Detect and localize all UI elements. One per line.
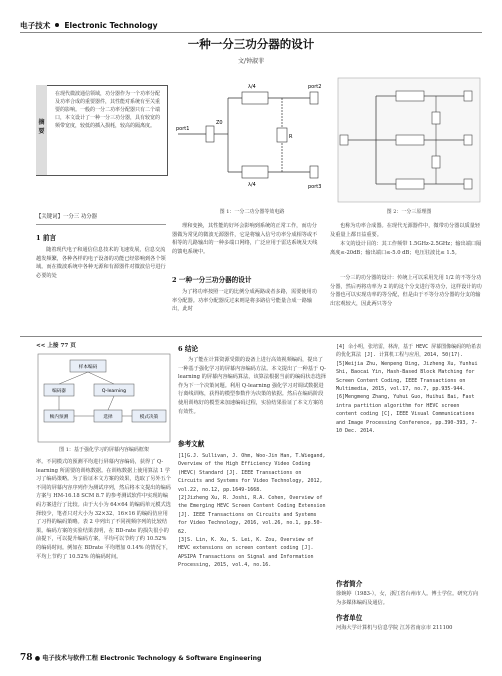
section-divider bbox=[20, 336, 482, 337]
footer-text: ● 电子技术与软件工程 Electronic Technology & Software Engineering bbox=[34, 655, 262, 662]
journal-header bbox=[20, 20, 158, 31]
node-label-4: 选择 bbox=[103, 415, 113, 420]
header-label-en: Electronic Technology bbox=[64, 21, 158, 30]
article-author: 文/钟淑菲 bbox=[237, 58, 265, 65]
refs-heading: 参考文献 bbox=[178, 440, 205, 448]
keywords: 【关键词】一分三 功分器 bbox=[36, 214, 98, 220]
bio-text: 徐婉婷（1983-），女，浙江省台州市人。博士学位。研究方向为多媒体编码及通信。 bbox=[336, 591, 479, 606]
conclusion-text: 为了能在计算资源受限的设备上进行高效视频编码，提出了一种基于强化学习的屏幕内容编码方法。本文提出了一种基于 Q-learning 的屏幕内容编码算法，该算法根据当前的编码状态选择作为下一个决策问题。利用 Q-learning 强化学习对调试数据进行离线训练，获得的模型参数作为决策的依据。然后在编码阶段使用训练好的模型来加速编码过程，实验结果验证了本文方案的有效性。 bbox=[178, 357, 327, 415]
header-label-cn: 电子技术 bbox=[20, 21, 51, 30]
col2-para1: 理和变换，其性能的好坏会影响到系统的正常工作，而功分器做为常见的微波无源器件，它是将输入信号功率分成相等或不相等的几路输出的一种多端口网络，广泛应用于雷达系统及天线的馈电系统中。 bbox=[172, 223, 318, 255]
header-dot bbox=[55, 23, 59, 27]
refs-list-1 bbox=[178, 452, 328, 570]
col2-para2: 为了将功率按照一定的比例分成两路或者多路，需要使用功率分配器。功率分配器反过来则是将多路信号能量合成一路输出，此时 bbox=[172, 289, 317, 313]
node-label-5: 模式决策 bbox=[139, 415, 159, 420]
figure-1-caption: 图 1：一分二功分器等效电路 bbox=[219, 209, 285, 215]
figure-bottom-framework bbox=[36, 352, 172, 444]
refs-list-2 bbox=[336, 343, 482, 435]
page-footer bbox=[20, 653, 261, 663]
label-r: R bbox=[289, 134, 293, 140]
ref-item: [5]Weijia Zhu, Wenpeng Ding, Jizheng Xu, Yunhui Shi, Baocai Yin, Hash-Based Block Matching for Screen Content Coding, IEEE Transactions on Multimedia, 2015, vol.17, no.7, pp.935-944. bbox=[336, 360, 478, 393]
col3-para1: 也称为功率合成器。在现代无源器件中，微带功分器以质量轻及重量上都日益重要。 bbox=[330, 223, 481, 238]
ref-item: [2]Jizheng Xu, R. Joshi, R.A. Cohen, Overview of the Emerging HEVC Screen Content Coding Extension [J]. IEEE Transactions on Circuits and Systems for Video Technology, 2016, vol.26, no.1, pp.50-62. bbox=[178, 495, 326, 535]
intro-text: 随着现代电子和通信信息技术的飞速发展，信息交流越发频繁，各种各样的电子设备的功能已经影响到各个领域。而在微波系统中各种无源和有源器件对微波信号进行必要的处 bbox=[36, 247, 166, 279]
keyword-rule bbox=[36, 224, 166, 225]
col3-para3: 一分三的功分器的设计：传统上可以采用先用 1/2 的不等分功分器，然后再将功率为 2 的的这个分支进行等功分，这样设计的功分器也可以实现功率的等分配，但是由于不等分功分器的分支的输出宏观较大，因此两只等分 bbox=[330, 275, 482, 307]
figure-2-caption: 图 2：一分三原理图 bbox=[386, 209, 432, 215]
quarter-wave-line-top bbox=[242, 92, 268, 104]
section-1-heading: 1 前言 bbox=[36, 234, 57, 242]
isolation-resistor bbox=[277, 128, 287, 142]
header-rule bbox=[20, 32, 482, 33]
node-label-1: 编码器 bbox=[52, 389, 66, 394]
unit-heading: 作者单位 bbox=[336, 614, 363, 622]
continued-from: << 上接 77 页 bbox=[36, 343, 76, 349]
section-6-heading: 6 结论 bbox=[178, 345, 199, 353]
figure-bottom-caption: 图 1：基于强化学习的屏幕内容编码框架 bbox=[59, 447, 149, 453]
abstract-text: 在现代微波通信领域，功分器作为一个功率分配及功率合成的重要器件，其性能对系统有至关重要的影响。一般的一分二功率分配器只有二个端口，本文设计了一种一分三功分器，具有较宽的频带宽度，较低的插入损耗，较高的隔离度。 bbox=[55, 91, 161, 129]
label-port3: port3 bbox=[308, 184, 322, 190]
node-label-3: 帧内预测 bbox=[49, 415, 69, 420]
article-title: 一种一分三功分器的设计 bbox=[187, 37, 315, 51]
label-port1: port1 bbox=[176, 126, 190, 132]
abstract-tag: 摘要 bbox=[36, 85, 47, 175]
port1-box bbox=[206, 126, 214, 142]
label-port2: port2 bbox=[308, 84, 322, 90]
node-label-0: 样本编码 bbox=[78, 365, 98, 370]
label-z0: Z0 bbox=[216, 120, 223, 126]
label-zl-top: λ/4 bbox=[248, 84, 256, 90]
port2-box bbox=[310, 92, 318, 104]
figure-2-schematic bbox=[336, 76, 482, 204]
figure-1-circuit bbox=[172, 76, 332, 204]
section-2-heading: 2 一种一分三功分器的设计 bbox=[172, 276, 252, 284]
ref-item: [1]G.J. Sullivan, J. Ohm, Woo-Jin Han, T.Wiegand, Overview of the High Efficiency Video Coding (HEVC) Standard [J]. IEEE Transactions on Circuits and Systems for Video Technology, 2012, vol.22, no.12, pp.1649-1668. bbox=[178, 453, 326, 493]
page-number: 78 bbox=[20, 653, 33, 663]
ref-item: [3]S. Lin, K. Xu, S. Lei, K. Zou, Overview of HEVC extensions on screen content coding [J]. APSIPA Transactions on Signal and Information Processing, 2015, vol.4, no.16. bbox=[178, 537, 314, 569]
quarter-wave-line-bottom bbox=[242, 166, 268, 178]
col3-para2: 本文的设计目的：其工作频带 1.5GHz-2.5GHz；输出端口隔离度≤-20dB；输出端口≤-5.0 dB；电压驻波比≤ 1.5。 bbox=[330, 241, 482, 256]
ref-item: [4] 余小明，张培雷，林涛，基于 HEVC 屏幕图像编码的哈希表的优化算法 [J]. 计算机工程与应用，2014, 50(17). bbox=[336, 344, 482, 359]
port3-box bbox=[310, 166, 318, 178]
unit-text: 河海大学计算机与信息学院 江苏省南京市 211100 bbox=[336, 625, 453, 631]
ref-item: [6]Mengmeng Zhang, Yuhui Guo, Huihui Bai, Fast intra partition algorithm for HEVC screen content coding [C], IEEE Visual Communications and Image Processing Conference, pp.390-393, 7-10 Dec. 2014. bbox=[336, 394, 478, 435]
col1b-text: 率。不同模式的预测平均进行屏幕内容编码，获得了 Q-learning 所需要的训练数据。在训练数据上使用算法 1 学习了编码策略。为了验证本文方案的效果，选取了另外五个不同的屏幕内容序列作为测试序列，然后将本文提出的编码方案与 HM-16.18 SCM 8.7 的参考测试软件中实现的编码方案进行了比较。由于大小为 64×64 的编码单元模式选择较少，笔者只对大小为 32×32、16×16 的编码仿应用了习得的编码策略。表 2 中列出了不同视频序列的比较结果。编码方案的实验结果表明，在 BD-rate 的损失很小的前提下，可以提升编码方案，平均可以节约了约 10.52% 的编码时间。例如在 BDrate 平均增加 0.14% 的情况下，平均上节约了 10.52% 的编码时间。 bbox=[36, 459, 172, 560]
bio-heading: 作者简介 bbox=[336, 580, 363, 588]
label-zl-bottom: λ/4 bbox=[248, 182, 256, 188]
node-label-2: Q-learning bbox=[101, 389, 127, 394]
